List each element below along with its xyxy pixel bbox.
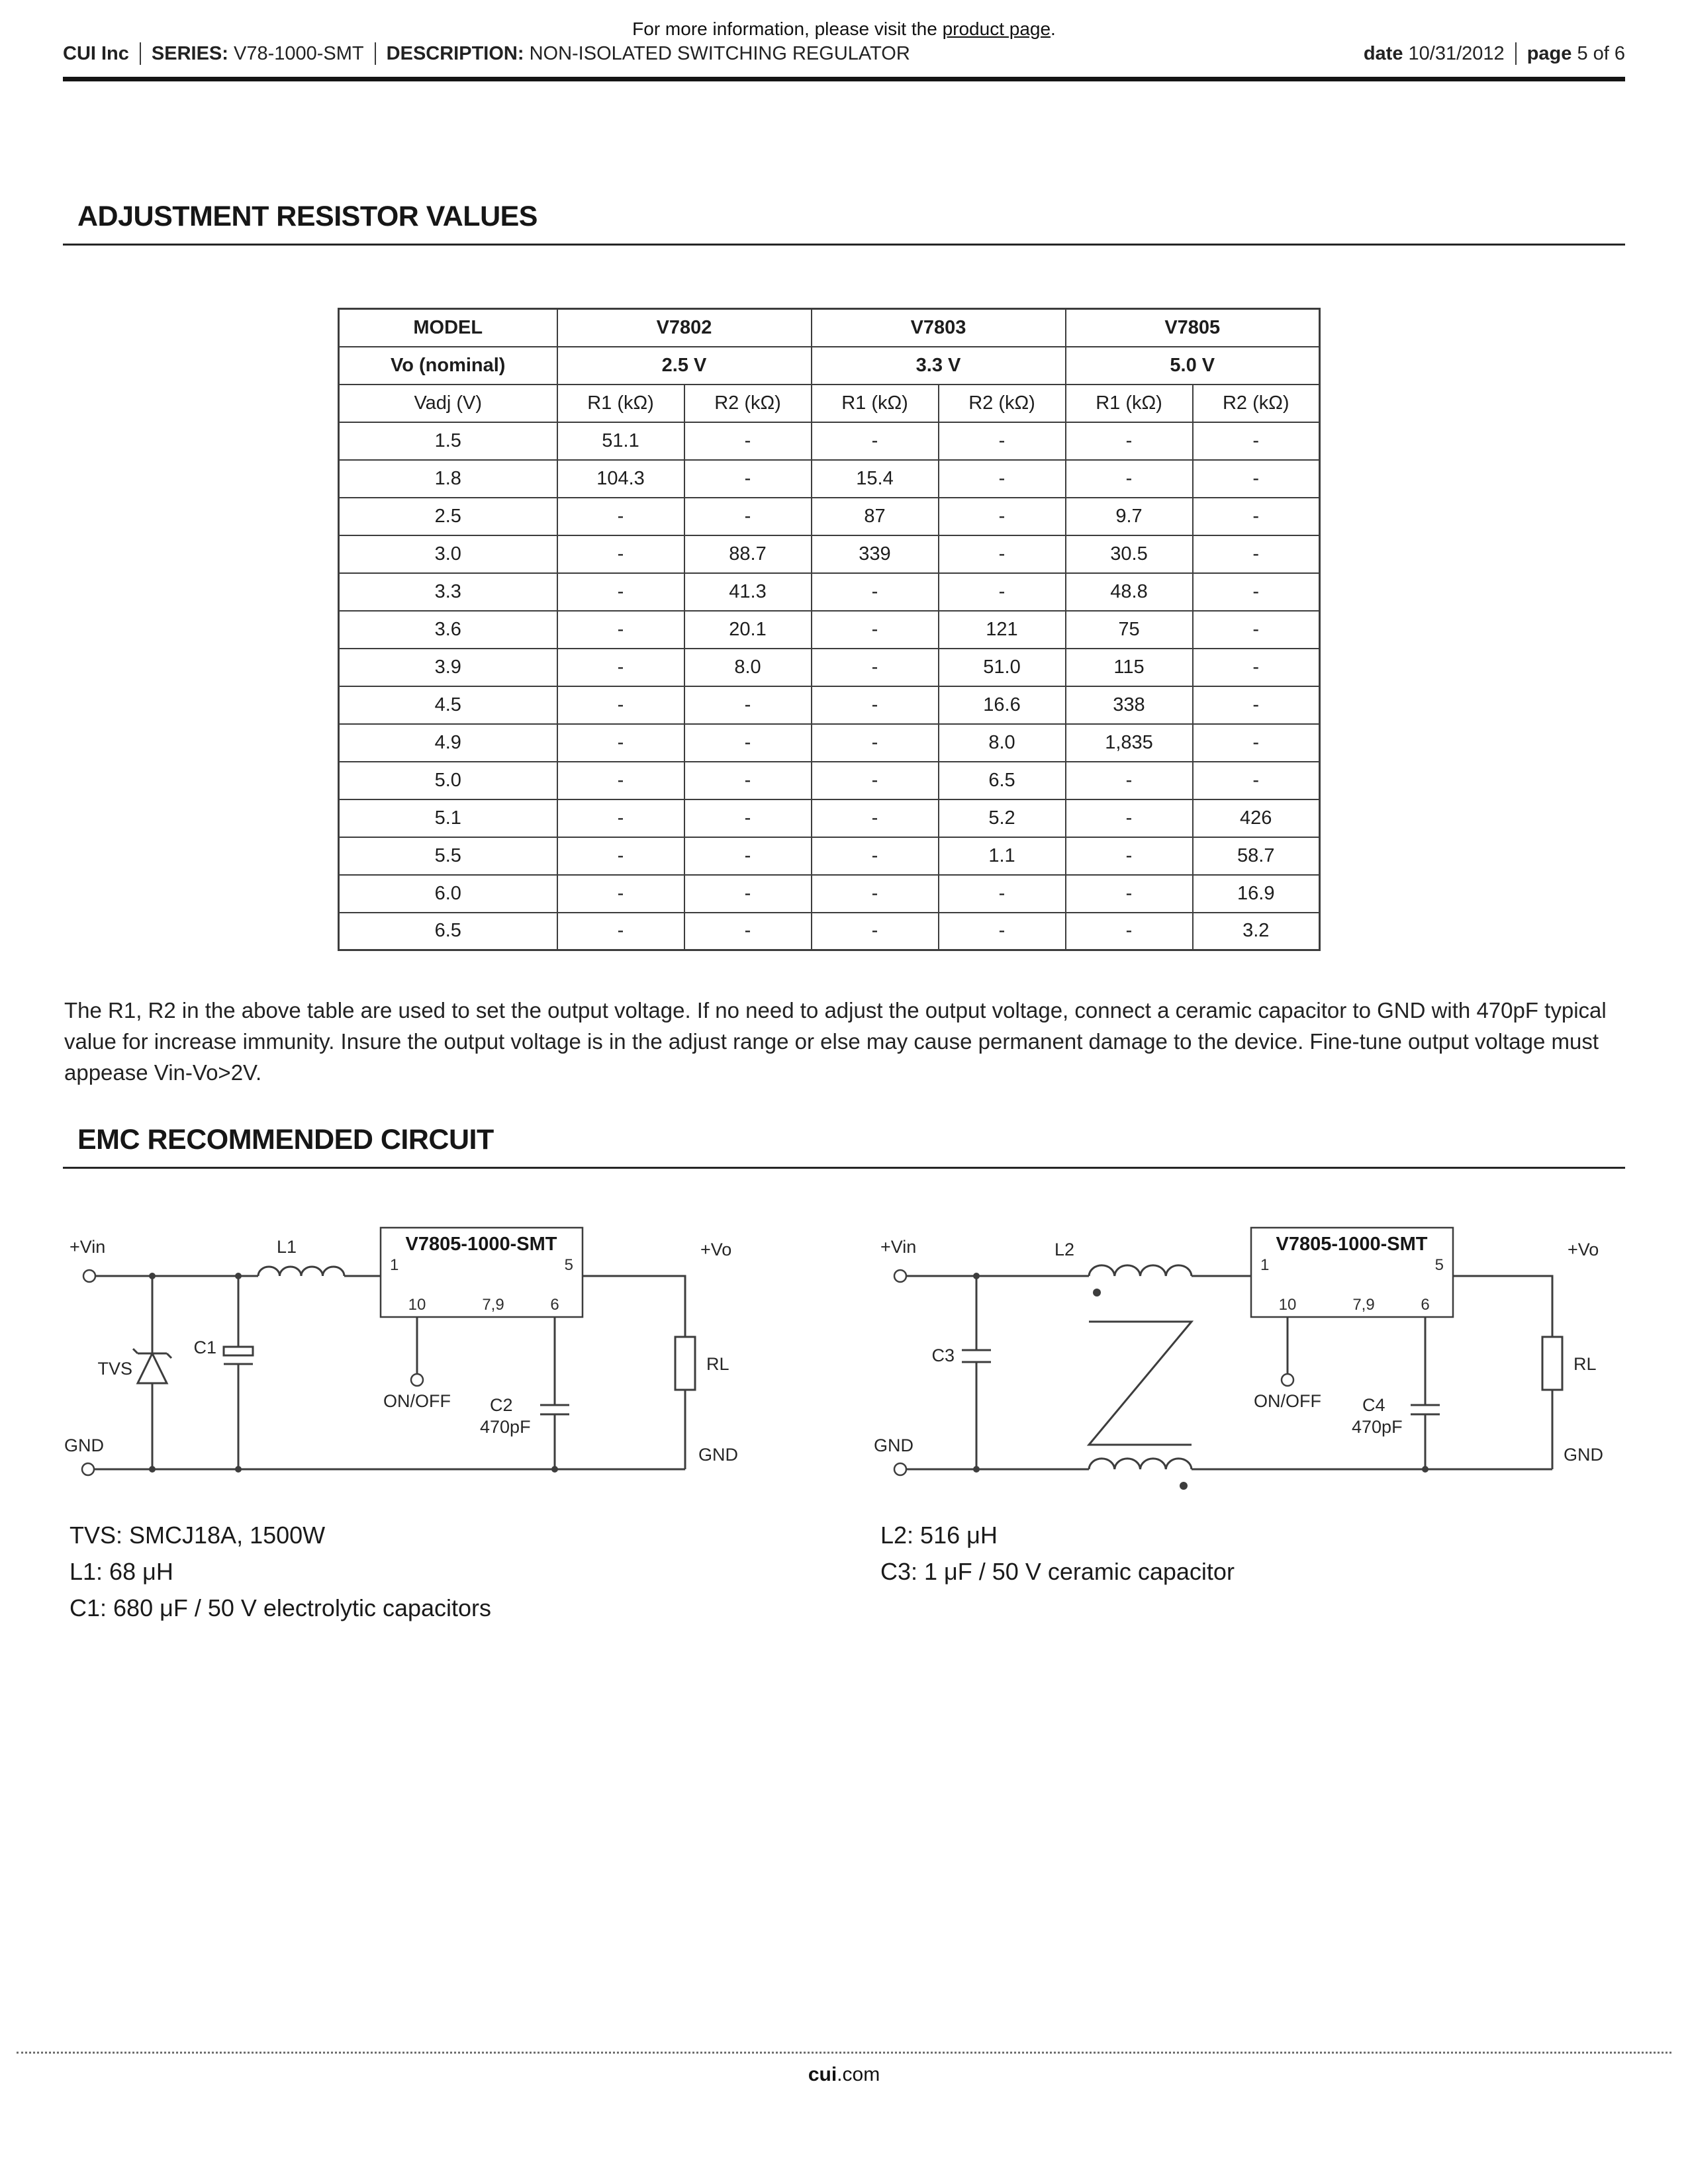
resistor-value-cell: 87	[812, 498, 939, 535]
resistor-value-cell: -	[557, 724, 684, 762]
resistor-value-cell: 41.3	[684, 573, 812, 611]
resistor-value-cell: -	[557, 686, 684, 724]
model-header-v7802: V7802	[557, 309, 812, 347]
header-left	[63, 42, 910, 65]
date-label: date	[1363, 42, 1403, 64]
inductor-top-winding	[1089, 1265, 1192, 1276]
resistor-value-cell: 3.2	[1193, 913, 1320, 950]
adjustment-table-row	[339, 460, 1320, 498]
resistor-value-cell: -	[939, 422, 1066, 460]
adjustment-table-row	[339, 913, 1320, 950]
inductor-bottom-winding	[1089, 1459, 1192, 1469]
resistor-value-cell: -	[1193, 498, 1320, 535]
resistor-value-cell: -	[939, 573, 1066, 611]
resistor-value-cell: -	[684, 913, 812, 950]
resistor-value-cell: 1,835	[1066, 724, 1193, 762]
resistor-value-cell: -	[1193, 573, 1320, 611]
resistor-value-cell: 339	[812, 535, 939, 573]
resistor-value-cell: -	[939, 498, 1066, 535]
vo-nominal-label: Vo (nominal)	[339, 347, 557, 385]
resistor-value-cell: -	[812, 724, 939, 762]
adjustment-table-row	[339, 799, 1320, 837]
resistor-value-cell: -	[812, 611, 939, 649]
component-value-line: C3: 1 μF / 50 V ceramic capacitor	[880, 1558, 1235, 1586]
adjustment-table-row	[339, 762, 1320, 799]
resistor-value-cell: -	[557, 535, 684, 573]
resistor-value-cell: -	[1193, 535, 1320, 573]
vadj-value-cell: 6.0	[339, 875, 557, 913]
resistor-value-cell: 58.7	[1193, 837, 1320, 875]
winding-phase-dot	[1180, 1482, 1188, 1490]
adjustment-table-row	[339, 422, 1320, 460]
gnd-terminal	[894, 1463, 906, 1475]
resistor-value-cell: -	[684, 837, 812, 875]
gnd-right-label: GND	[698, 1445, 738, 1465]
resistor-value-cell: 5.2	[939, 799, 1066, 837]
resistor-value-cell: -	[684, 762, 812, 799]
emc-circuit-diagram-right	[854, 1221, 1688, 1506]
tvs-zener-bend	[167, 1353, 171, 1358]
top-note	[0, 19, 1688, 40]
series-label: SERIES:	[151, 42, 228, 64]
resistor-value-cell: -	[557, 573, 684, 611]
vadj-value-cell: 6.5	[339, 913, 557, 950]
vadj-value-cell: 3.3	[339, 573, 557, 611]
resistor-value-cell: -	[557, 913, 684, 950]
vadj-value-cell: 5.5	[339, 837, 557, 875]
resistor-value-cell: -	[684, 422, 812, 460]
top-note-suffix: .	[1051, 19, 1056, 39]
gnd-left-label: GND	[64, 1435, 104, 1455]
component-value-line: L1: 68 μH	[70, 1558, 173, 1586]
pin-1-label: 1	[390, 1256, 399, 1274]
gnd-right-label: GND	[1564, 1445, 1603, 1465]
pin-5-label: 5	[564, 1256, 573, 1274]
regulator-part-number: V7805-1000-SMT	[1276, 1234, 1428, 1255]
series-field	[152, 43, 364, 65]
onoff-terminal	[411, 1374, 423, 1386]
resistor-value-cell: 20.1	[684, 611, 812, 649]
resistor-value-cell: -	[1066, 837, 1193, 875]
inductor-label: L1	[276, 1237, 297, 1257]
resistor-value-cell: -	[939, 875, 1066, 913]
product-page-link[interactable]: product page	[942, 19, 1051, 39]
tvs-zener-bend	[133, 1349, 138, 1353]
circuit-wires	[82, 1228, 695, 1475]
resistor-value-cell: -	[557, 498, 684, 535]
pin-1-label: 1	[1260, 1256, 1270, 1274]
gnd-left-label: GND	[874, 1435, 914, 1455]
resistor-value-cell: -	[1193, 460, 1320, 498]
pin-79-label: 7,9	[482, 1296, 504, 1314]
vadj-value-cell: 1.5	[339, 422, 557, 460]
page-label: page	[1526, 42, 1572, 64]
resistor-value-cell: -	[557, 875, 684, 913]
adjustment-table-row	[339, 611, 1320, 649]
vadj-value-cell: 5.0	[339, 762, 557, 799]
header-rule	[63, 77, 1625, 81]
resistor-value-cell: -	[557, 649, 684, 686]
adjustment-table-row	[339, 837, 1320, 875]
section-title-adjustment: ADJUSTMENT RESISTOR VALUES	[63, 201, 1625, 246]
series-value: V78-1000-SMT	[234, 42, 364, 64]
resistor-value-cell: -	[1066, 799, 1193, 837]
resistor-value-cell: -	[1066, 913, 1193, 950]
date-value: 10/31/2012	[1408, 42, 1505, 64]
emc-circuit-diagram-left	[50, 1221, 884, 1506]
resistor-value-cell: 51.1	[557, 422, 684, 460]
vin-label: +Vin	[70, 1237, 106, 1257]
resistor-value-cell: -	[1193, 611, 1320, 649]
component-values-right	[880, 1517, 1235, 1590]
resistor-value-cell: 338	[1066, 686, 1193, 724]
onoff-label: ON/OFF	[1254, 1391, 1321, 1411]
adj-cap-label: C2	[490, 1395, 513, 1415]
adjustment-table-row	[339, 686, 1320, 724]
resistor-value-cell: -	[812, 686, 939, 724]
resistor-header: R2 (kΩ)	[1193, 385, 1320, 422]
model-header-v7805: V7805	[1066, 309, 1320, 347]
pin-6-label: 6	[1421, 1296, 1430, 1314]
resistor-header: R1 (kΩ)	[557, 385, 684, 422]
wire	[583, 1276, 685, 1337]
adj-cap-label: C4	[1362, 1395, 1385, 1415]
resistor-value-cell: 6.5	[939, 762, 1066, 799]
load-label: RL	[1573, 1354, 1597, 1374]
resistor-value-cell: -	[812, 875, 939, 913]
onoff-label: ON/OFF	[383, 1391, 451, 1411]
resistor-value-cell: -	[1066, 875, 1193, 913]
resistor-value-cell: -	[812, 799, 939, 837]
vadj-value-cell: 4.5	[339, 686, 557, 724]
resistor-value-cell: -	[1193, 422, 1320, 460]
resistor-value-cell: -	[812, 573, 939, 611]
resistor-value-cell: -	[939, 535, 1066, 573]
resistor-value-cell: -	[684, 875, 812, 913]
vadj-value-cell: 2.5	[339, 498, 557, 535]
pin-6-label: 6	[550, 1296, 559, 1314]
resistor-value-cell: -	[684, 686, 812, 724]
header-divider	[1515, 42, 1517, 65]
vadj-label: Vadj (V)	[339, 385, 557, 422]
onoff-terminal	[1282, 1374, 1293, 1386]
vadj-value-cell: 1.8	[339, 460, 557, 498]
vadj-value-cell: 3.6	[339, 611, 557, 649]
adjustment-table-row	[339, 875, 1320, 913]
resistor-value-cell: -	[684, 799, 812, 837]
table-header-resistor-row	[339, 385, 1320, 422]
resistor-value-cell: -	[557, 762, 684, 799]
adjustment-table-row	[339, 573, 1320, 611]
resistor-value-cell: 48.8	[1066, 573, 1193, 611]
resistor-value-cell: -	[557, 799, 684, 837]
resistor-value-cell: -	[1193, 649, 1320, 686]
adjustment-table-row	[339, 498, 1320, 535]
regulator-part-number: V7805-1000-SMT	[405, 1234, 557, 1255]
vadj-value-cell: 5.1	[339, 799, 557, 837]
resistor-header: R1 (kΩ)	[812, 385, 939, 422]
resistor-value-cell: 8.0	[684, 649, 812, 686]
vin-label: +Vin	[880, 1237, 917, 1257]
winding-phase-dot	[1093, 1289, 1101, 1297]
gnd-terminal	[82, 1463, 94, 1475]
resistor-value-cell: -	[939, 460, 1066, 498]
component-value-line: TVS: SMCJ18A, 1500W	[70, 1522, 326, 1549]
description-value: NON-ISOLATED SWITCHING REGULATOR	[529, 42, 910, 64]
top-note-prefix: For more information, please visit the	[632, 19, 943, 39]
resistor-value-cell: 104.3	[557, 460, 684, 498]
vo-value: 5.0 V	[1066, 347, 1320, 385]
resistor-value-cell: 16.6	[939, 686, 1066, 724]
resistor-value-cell: 15.4	[812, 460, 939, 498]
model-corner-header: MODEL	[339, 309, 557, 347]
resistor-value-cell: -	[812, 837, 939, 875]
electrolytic-cap-plate	[224, 1347, 253, 1355]
resistor-value-cell: -	[684, 498, 812, 535]
load-resistor	[675, 1337, 695, 1390]
resistor-value-cell: 121	[939, 611, 1066, 649]
pin-10-label: 10	[408, 1296, 426, 1314]
resistor-value-cell: -	[1193, 762, 1320, 799]
inductor-label: L2	[1054, 1240, 1075, 1259]
section-title-emc: EMC RECOMMENDED CIRCUIT	[63, 1124, 1625, 1169]
adjustment-table-row	[339, 724, 1320, 762]
model-header-v7803: V7803	[812, 309, 1066, 347]
inductor-coil	[258, 1267, 344, 1276]
date-field	[1364, 43, 1505, 65]
vin-terminal	[83, 1270, 95, 1282]
resistor-header: R2 (kΩ)	[939, 385, 1066, 422]
vo-label: +Vo	[1568, 1240, 1599, 1259]
adjustment-table-row	[339, 649, 1320, 686]
resistor-header: R1 (kΩ)	[1066, 385, 1193, 422]
resistor-value-cell: -	[1066, 762, 1193, 799]
adj-cap-value: 470pF	[1352, 1417, 1403, 1437]
footer-site-rest: .com	[837, 2064, 880, 2085]
load-resistor	[1542, 1337, 1562, 1390]
tvs-label: TVS	[97, 1359, 132, 1379]
component-value-line: L2: 516 μH	[880, 1522, 998, 1549]
resistor-value-cell: -	[557, 837, 684, 875]
header-right	[1364, 42, 1625, 65]
company-name: CUI Inc	[63, 42, 129, 64]
resistor-value-cell: -	[812, 762, 939, 799]
page-value: 5 of 6	[1577, 42, 1625, 64]
resistor-value-cell: 30.5	[1066, 535, 1193, 573]
vo-label: +Vo	[700, 1240, 732, 1259]
footer-dotted-rule	[17, 2052, 1671, 2054]
resistor-value-cell: -	[939, 913, 1066, 950]
component-value-line: C1: 680 μF / 50 V electrolytic capacitors	[70, 1594, 492, 1622]
inductor-core-symbol	[1089, 1322, 1192, 1445]
pin-5-label: 5	[1434, 1256, 1444, 1274]
resistor-value-cell: -	[557, 611, 684, 649]
resistor-value-cell: -	[1066, 422, 1193, 460]
resistor-value-cell: -	[684, 460, 812, 498]
tvs-diode-triangle	[138, 1353, 167, 1383]
circuit-wires	[894, 1228, 1562, 1475]
pin-10-label: 10	[1278, 1296, 1297, 1314]
adjustment-resistor-table	[338, 308, 1321, 951]
description-field	[387, 43, 910, 65]
resistor-value-cell: -	[1066, 460, 1193, 498]
resistor-value-cell: 115	[1066, 649, 1193, 686]
vo-value: 2.5 V	[557, 347, 812, 385]
input-cap-label: C3	[931, 1345, 955, 1365]
resistor-value-cell: 51.0	[939, 649, 1066, 686]
resistor-value-cell: -	[812, 649, 939, 686]
footer-site	[0, 2064, 1688, 2086]
resistor-value-cell: 9.7	[1066, 498, 1193, 535]
adj-cap-value: 470pF	[480, 1417, 531, 1437]
adjustment-note: The R1, R2 in the above table are used to set the output voltage. If no need to adjust the output voltage, connect a ceramic capacitor to GND with 470pF typical value for increase immunity. Insure the output voltage is in the adjust range or else may cause permanent damage to the device. Fine-tune output voltage must appease Vin-Vo>2V.	[64, 998, 1607, 1085]
input-cap-label: C1	[193, 1338, 216, 1357]
resistor-value-cell: -	[1193, 724, 1320, 762]
table-header-model-row	[339, 309, 1320, 347]
resistor-value-cell: 88.7	[684, 535, 812, 573]
vin-terminal	[894, 1270, 906, 1282]
vadj-value-cell: 3.0	[339, 535, 557, 573]
resistor-header: R2 (kΩ)	[684, 385, 812, 422]
vadj-value-cell: 3.9	[339, 649, 557, 686]
circuit-labels	[64, 1234, 738, 1465]
component-values-left	[70, 1517, 491, 1626]
header-divider	[375, 42, 376, 65]
footer-site-bold: cui	[808, 2064, 837, 2085]
resistor-value-cell: 1.1	[939, 837, 1066, 875]
document-header	[63, 42, 1625, 65]
resistor-value-cell: -	[812, 422, 939, 460]
resistor-value-cell: 75	[1066, 611, 1193, 649]
resistor-value-cell: 16.9	[1193, 875, 1320, 913]
resistor-value-cell: 8.0	[939, 724, 1066, 762]
vadj-value-cell: 4.9	[339, 724, 557, 762]
description-label: DESCRIPTION:	[386, 42, 524, 64]
resistor-value-cell: -	[684, 724, 812, 762]
resistor-value-cell: -	[812, 913, 939, 950]
adjustment-table-body	[339, 422, 1320, 950]
load-label: RL	[706, 1354, 729, 1374]
wire	[1453, 1276, 1552, 1337]
vo-value: 3.3 V	[812, 347, 1066, 385]
pin-79-label: 7,9	[1352, 1296, 1375, 1314]
header-divider	[140, 42, 141, 65]
resistor-value-cell: 426	[1193, 799, 1320, 837]
adjustment-table-row	[339, 535, 1320, 573]
resistor-value-cell: -	[1193, 686, 1320, 724]
table-header-vo-row	[339, 347, 1320, 385]
page-field	[1527, 43, 1625, 65]
